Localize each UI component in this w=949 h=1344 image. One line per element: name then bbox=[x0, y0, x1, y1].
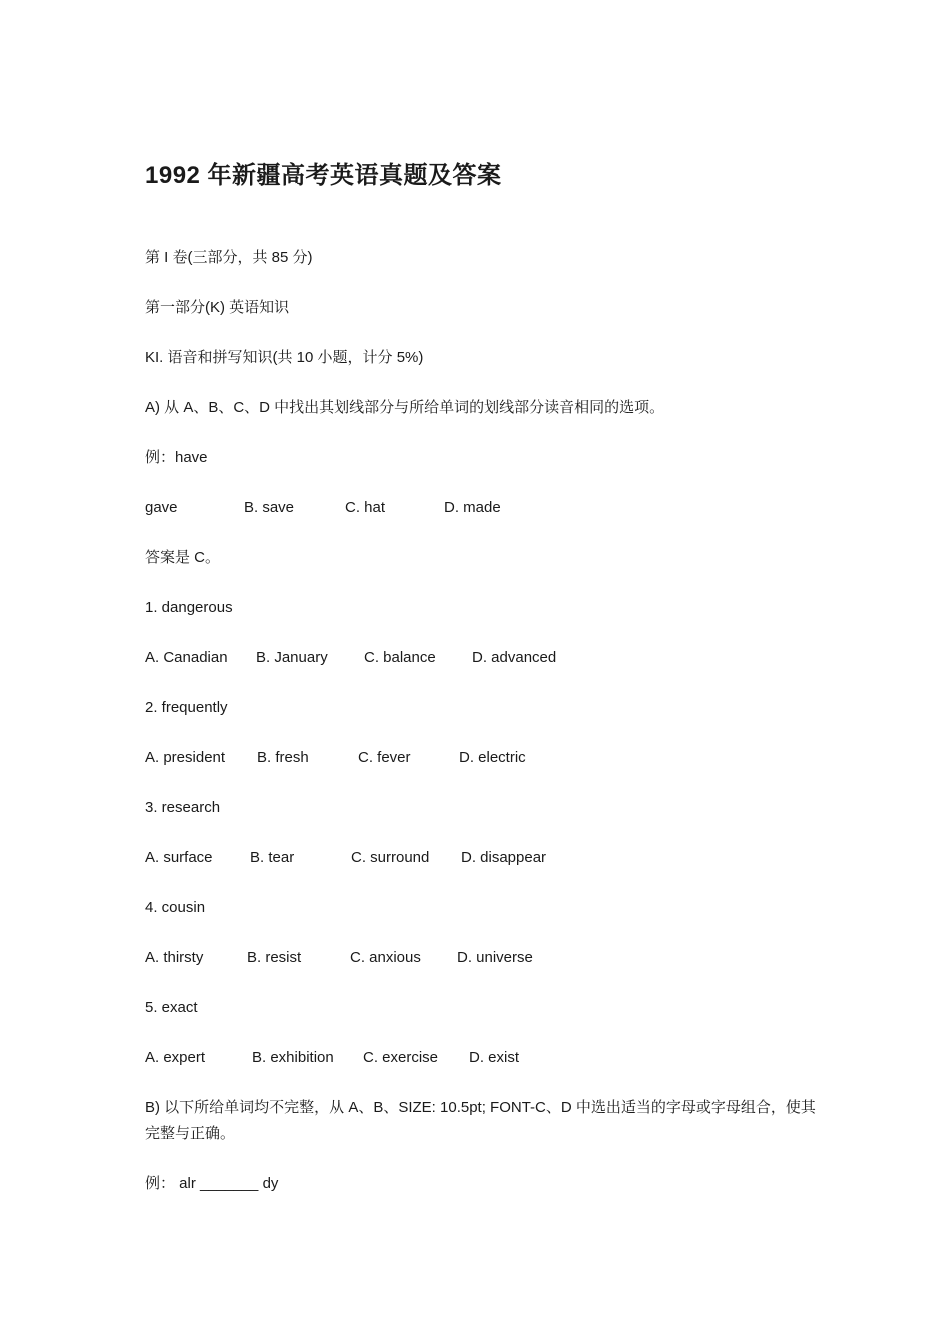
question-options bbox=[145, 948, 745, 968]
example-option: D. made bbox=[444, 499, 501, 516]
answer-option: B. fresh bbox=[257, 749, 309, 766]
answer-option: C. anxious bbox=[350, 949, 421, 966]
question-stem: 4. cousin bbox=[145, 899, 206, 916]
question-stem: 5. exact bbox=[145, 999, 198, 1016]
example-option: gave bbox=[145, 499, 178, 516]
answer-option: C. exercise bbox=[363, 1049, 439, 1066]
answer-option: B. January bbox=[256, 649, 328, 666]
question-stem: 3. research bbox=[145, 799, 221, 816]
answer-option: D. universe bbox=[457, 949, 533, 966]
answer-option: D. electric bbox=[459, 749, 526, 766]
answer-option: D. disappear bbox=[461, 849, 547, 866]
answer-option: C. surround bbox=[351, 849, 430, 866]
subsection-a-instruction: A) 从 A、B、C、D 中找出其划线部分与所给单词的划线部分读音相同的选项。 bbox=[145, 399, 665, 416]
question-stem: 2. frequently bbox=[145, 699, 228, 716]
answer-option: D. exist bbox=[469, 1049, 520, 1066]
question-stem: 1. dangerous bbox=[145, 599, 233, 616]
example-b: 例： alr _______ dy bbox=[145, 1175, 279, 1192]
example-option: C. hat bbox=[345, 499, 386, 516]
answer-option: A. surface bbox=[145, 849, 213, 866]
volume-heading: 第 I 卷(三部分，共 85 分) bbox=[145, 249, 313, 266]
document-title: 1992 年新疆高考英语真题及答案 bbox=[145, 162, 502, 189]
answer-option: B. resist bbox=[247, 949, 302, 966]
part-heading: 第一部分(K) 英语知识 bbox=[145, 299, 290, 316]
example-a-label: 例：have bbox=[145, 449, 208, 466]
answer-option: A. thirsty bbox=[145, 949, 204, 966]
answer-option: B. tear bbox=[250, 849, 295, 866]
answer-option: A. Canadian bbox=[145, 649, 228, 666]
subsection-b-instruction: B) 以下所给单词均不完整，从 A、B、SIZE: 10.5pt; FONT-C、D 中选出适当的字母或字母组合，使其完整与正确。 bbox=[145, 1099, 816, 1142]
question-options bbox=[145, 648, 745, 668]
example-a-answer: 答案是 C。 bbox=[145, 549, 221, 566]
answer-option: A. expert bbox=[145, 1049, 206, 1066]
answer-option: C. balance bbox=[364, 649, 436, 666]
example-option: B. save bbox=[244, 499, 295, 516]
answer-option: A. president bbox=[145, 749, 226, 766]
question-options bbox=[145, 1048, 745, 1068]
example-a-options bbox=[145, 498, 745, 518]
question-options bbox=[145, 748, 745, 768]
answer-option: D. advanced bbox=[472, 649, 557, 666]
answer-option: B. exhibition bbox=[252, 1049, 334, 1066]
section-heading: KI. 语音和拼写知识(共 10 小题，计分 5%) bbox=[145, 349, 424, 366]
question-options bbox=[145, 848, 745, 868]
answer-option: C. fever bbox=[358, 749, 411, 766]
